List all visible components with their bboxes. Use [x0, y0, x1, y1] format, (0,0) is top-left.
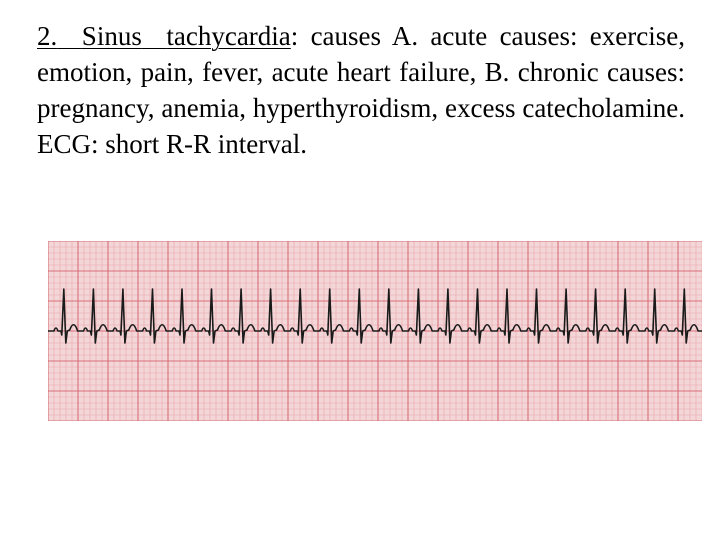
item-number: 2.: [37, 21, 58, 51]
ecg-tracing: [48, 241, 702, 421]
heading-term: tachycardia: [166, 21, 291, 51]
ecg-strip-image: [48, 241, 702, 421]
heading-word: Sinus: [81, 21, 142, 51]
slide-body-text: : causes A. acute causes: exercise, emotion, pain, fever, acute heart failure, B. chronic causes: pregnancy, anemia, hyperthyroidism, excess catecholamine. ECG: short R-R interval.: [37, 21, 685, 159]
slide-paragraph: [37, 18, 685, 162]
